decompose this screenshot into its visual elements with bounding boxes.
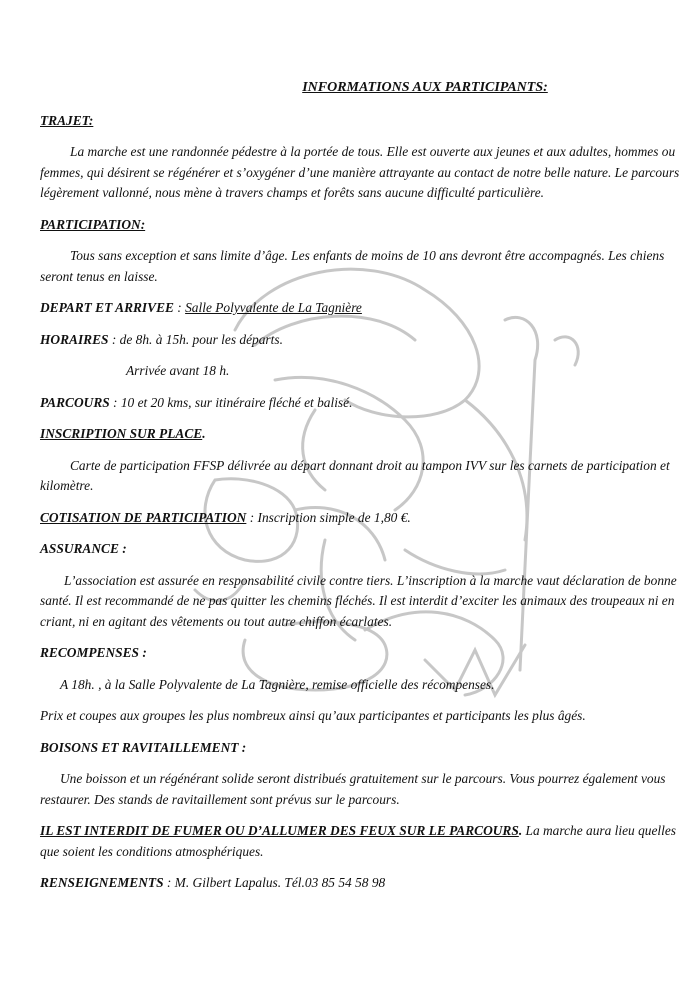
depart-label: DEPART ET ARRIVEE (40, 300, 174, 315)
horaires-text: : de 8h. à 15h. pour les départs. (108, 331, 283, 347)
document-body (40, 78, 685, 905)
depart-line (40, 298, 685, 319)
parcours-label: PARCOURS (40, 394, 110, 410)
page-title: INFORMATIONS AUX PARTICIPANTS: (302, 80, 548, 95)
inscription-text: Carte de participation FFSP délivrée au départ donnant droit au tampon IVV sur les carnets de participation et kilomètre. (40, 457, 670, 493)
horaires-label: HORAIRES (40, 331, 109, 347)
participation-text: Tous sans exception et sans limite d’âge. Les enfants de moins de 10 ans devront être accompagnés. Les chiens seront tenus en laisse. (40, 248, 665, 284)
interdit-text: La marche aura lieu quelles que soient les conditions atmosphériques. (40, 823, 677, 859)
trajet-text: La marche est une randonnée pédestre à la portée de tous. Elle est ouverte aux jeunes et aux adultes, hommes ou femmes, qui désirent se régénérer et s’oxygéner d’une manière attrayante au contact de notre belle nature. Le parcours légèrement vallonné, nous mène à travers champs et forêts sans aucune difficulté particulière. (40, 144, 680, 200)
participation-heading: PARTICIPATION: (40, 216, 146, 232)
renseignements-text: : M. Gilbert Lapalus. Tél.03 85 54 58 98 (163, 875, 386, 890)
interdit-label: IL EST INTERDIT DE FUMER OU D’ALLUMER DES FEUX SUR LE PARCOURS (40, 823, 519, 838)
interdit-period: . (518, 823, 523, 838)
recompenses-heading: RECOMPENSES : (40, 645, 147, 660)
renseignements-line (40, 873, 685, 894)
cotisation-text: : Inscription simple de 1,80 €. (246, 509, 411, 525)
assurance-text: L’association est assurée en responsabilité civile contre tiers. L’inscription à la marche vaut déclaration de bonne santé. Il est recommandé de ne pas quitter les chemins fléchés. Il est interdit d’exciter les animaux des troupeaux ni en criant, ni en agitant des vêtements ou tout autre chiffon écarlates. (40, 572, 677, 629)
trajet-heading: TRAJET: (40, 112, 94, 128)
horaires-arrivee: Arrivée avant 18 h. (126, 363, 230, 378)
assurance-heading: ASSURANCE : (40, 541, 127, 556)
horaires-line (40, 330, 685, 351)
recompenses-text-1: A 18h. , à la Salle Polyvalente de La Tagnière, remise officielle des récompenses. (60, 676, 495, 692)
boissons-heading: BOISONS ET RAVITAILLEMENT : (40, 739, 247, 755)
interdit-line (40, 821, 685, 862)
depart-text: Salle Polyvalente de La Tagnière (185, 300, 362, 315)
inscription-heading: INSCRIPTION SUR PLACE (40, 426, 203, 441)
inscription-period: . (202, 426, 206, 441)
parcours-line (40, 393, 685, 414)
inscription-heading-line (40, 424, 685, 445)
parcours-text: : 10 et 20 kms, sur itinéraire fléché et balisé. (109, 394, 353, 410)
renseignements-label: RENSEIGNEMENTS (40, 875, 164, 890)
cotisation-label: COTISATION DE PARTICIPATION (40, 509, 247, 525)
depart-sep: : (173, 300, 186, 315)
recompenses-text-2: Prix et coupes aux groupes les plus nombreux ainsi qu’aux participantes et participants les plus âgés. (40, 708, 586, 723)
boissons-text: Une boisson et un régénérant solide seront distribués gratuitement sur le parcours. Vous pourrez également vous restaurer. Des stands de ravitaillement sont prévus sur le parcours. (40, 771, 666, 807)
cotisation-line (40, 508, 685, 529)
